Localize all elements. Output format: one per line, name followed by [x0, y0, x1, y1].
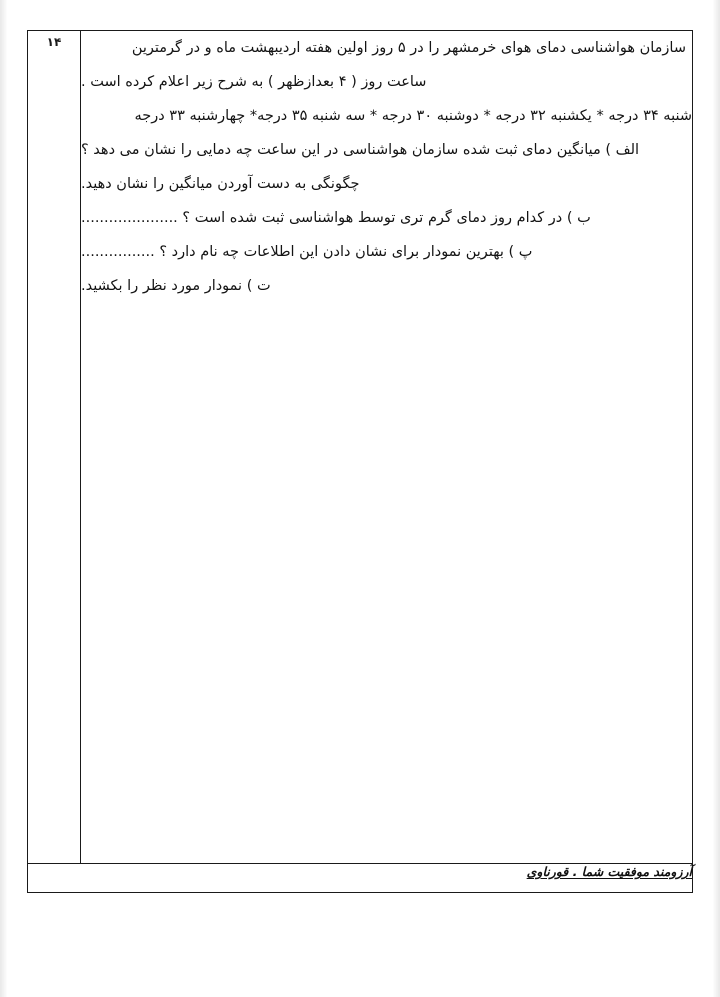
question-part-pe: پ ) بهترین نمودار برای نشان دادن این اطلاعات چه نام دارد ؟ ................ — [81, 244, 533, 260]
footer-cell — [28, 864, 693, 893]
page-edge-right — [713, 0, 720, 997]
question-number-cell — [28, 31, 81, 864]
question-part-be: ب ) در کدام روز دمای گرم تری توسط هواشناسی ثبت شده است ؟ ..................... — [81, 210, 591, 226]
exam-question-table — [27, 30, 693, 893]
question-line-intro-2: ساعت روز ( ۴ بعدازظهر ) به شرح زیر اعلام کرده است . — [81, 74, 427, 90]
footer-row — [28, 864, 693, 893]
footer-note: آرزومند موفقیت شما . قورناوی — [526, 864, 692, 879]
question-line-temperature-data: شنبه ۳۴ درجه * یکشنبه ۳۲ درجه * دوشنبه ۳۰ درجه * سه شنبه ۳۵ درجه* چهارشنبه ۳۳ درجه — [134, 108, 692, 124]
question-body-cell — [81, 31, 693, 864]
question-row — [28, 31, 693, 864]
question-part-te: ت ) نمودار مورد نظر را بکشید. — [81, 278, 271, 294]
page-edge-left — [0, 0, 7, 997]
question-line-intro-1: سازمان هواشناسی دمای هوای خرمشهر را در ۵ روز اولین هفته اردیبهشت ماه و در گرمترین — [131, 40, 686, 56]
question-number: ۱۴ — [46, 35, 62, 49]
question-part-alef-line-2: چگونگی به دست آوردن میانگین را نشان دهید. — [81, 176, 360, 192]
question-part-alef-line-1: الف ) میانگین دمای ثبت شده سازمان هواشناسی در این ساعت چه دمایی را نشان می دهد ؟ — [81, 142, 640, 158]
